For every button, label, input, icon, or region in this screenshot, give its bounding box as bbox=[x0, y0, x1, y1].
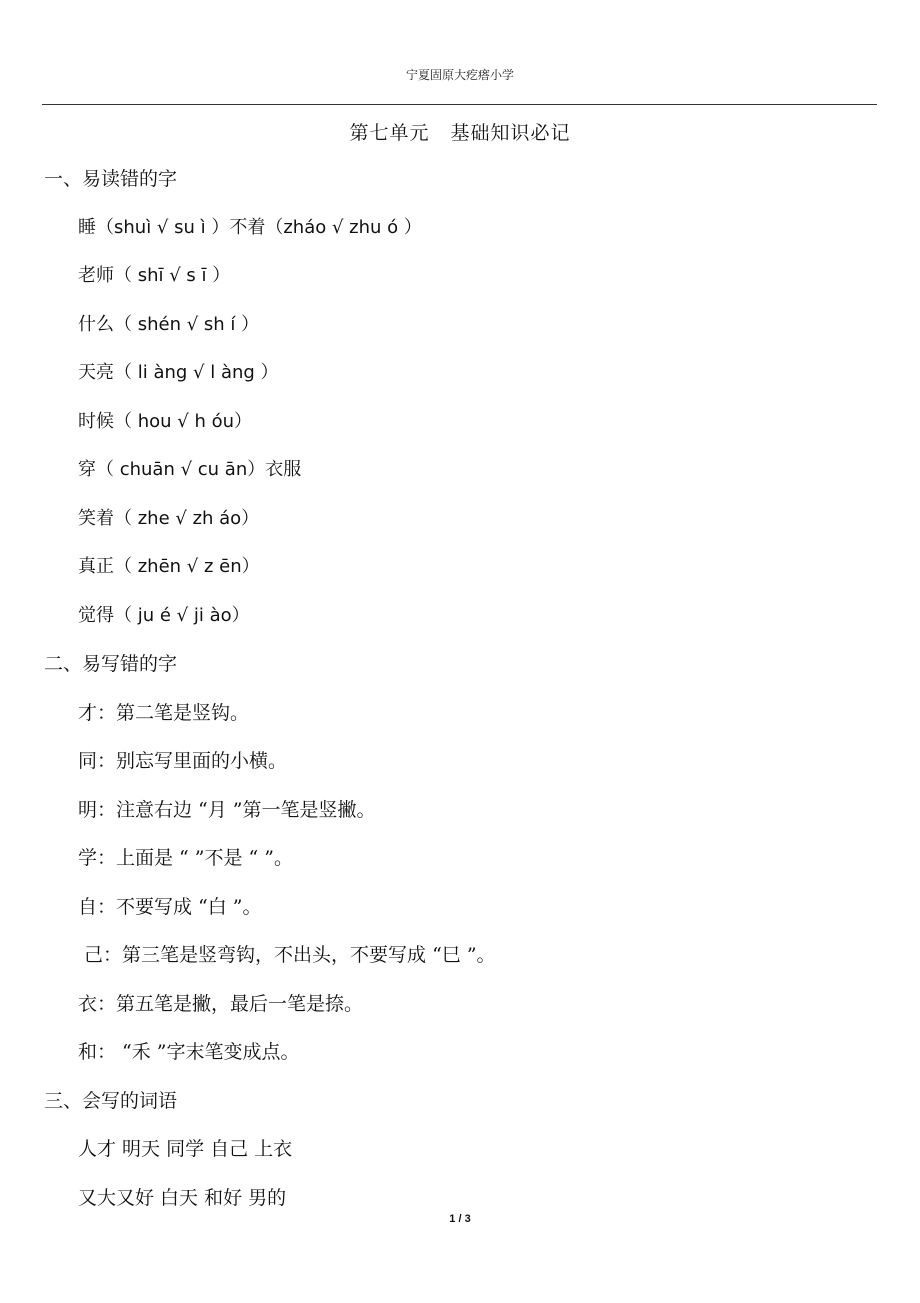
list-item: 睡（shuì √ su ì ）不着（zháo √ zhu ó ） bbox=[78, 216, 422, 238]
document-body bbox=[0, 162, 920, 1229]
list-item: 学：上面是 “ ”不是 “ ”。 bbox=[78, 847, 294, 869]
page-title: 第七单元 基础知识必记 bbox=[349, 122, 571, 144]
list-item: 人才 明天 同学 自己 上衣 bbox=[78, 1138, 293, 1160]
list-item: 又大又好 白天 和好 男的 bbox=[78, 1186, 287, 1209]
list-item: 穿（ chuān √ cu ān）衣服 bbox=[78, 459, 302, 480]
list-item: 衣：第五笔是撇，最后一笔是捺。 bbox=[78, 992, 364, 1015]
header-divider bbox=[42, 104, 877, 105]
list-item: 己：第三笔是竖弯钩，不出头，不要写成 “巳 ”。 bbox=[78, 944, 496, 966]
page-number: 1 / 3 bbox=[449, 1213, 471, 1225]
list-item: 觉得（ ju é √ ji ào） bbox=[78, 604, 250, 626]
list-item: 老师（ shī √ s ī ） bbox=[78, 265, 231, 286]
list-item: 真正（ zhēn √ z ēn） bbox=[78, 556, 260, 577]
list-item: 同：别忘写里面的小横。 bbox=[78, 750, 288, 772]
list-item: 什么（ shén √ sh í ） bbox=[78, 313, 260, 335]
list-item: 才：第二笔是竖钩。 bbox=[78, 701, 250, 724]
list-item: 明：注意右边 “月 ”第一笔是竖撇。 bbox=[78, 798, 376, 821]
list-item: 笑着（ zhe √ zh áo） bbox=[78, 507, 260, 529]
section-heading-1: 一、易读错的字 bbox=[44, 168, 178, 190]
list-item: 自：不要写成 “白 ”。 bbox=[78, 895, 262, 918]
list-item: 时候（ hou √ h óu） bbox=[78, 410, 253, 432]
list-item: 天亮（ li àng √ l àng ） bbox=[78, 362, 279, 383]
list-item: 和： “禾 ”字末笔变成点。 bbox=[78, 1041, 300, 1063]
section-heading-3: 三、会写的词语 bbox=[44, 1089, 178, 1112]
section-heading-2: 二、易写错的字 bbox=[44, 653, 178, 675]
page-header: 宁夏固原大疙瘩小学 bbox=[405, 68, 514, 82]
